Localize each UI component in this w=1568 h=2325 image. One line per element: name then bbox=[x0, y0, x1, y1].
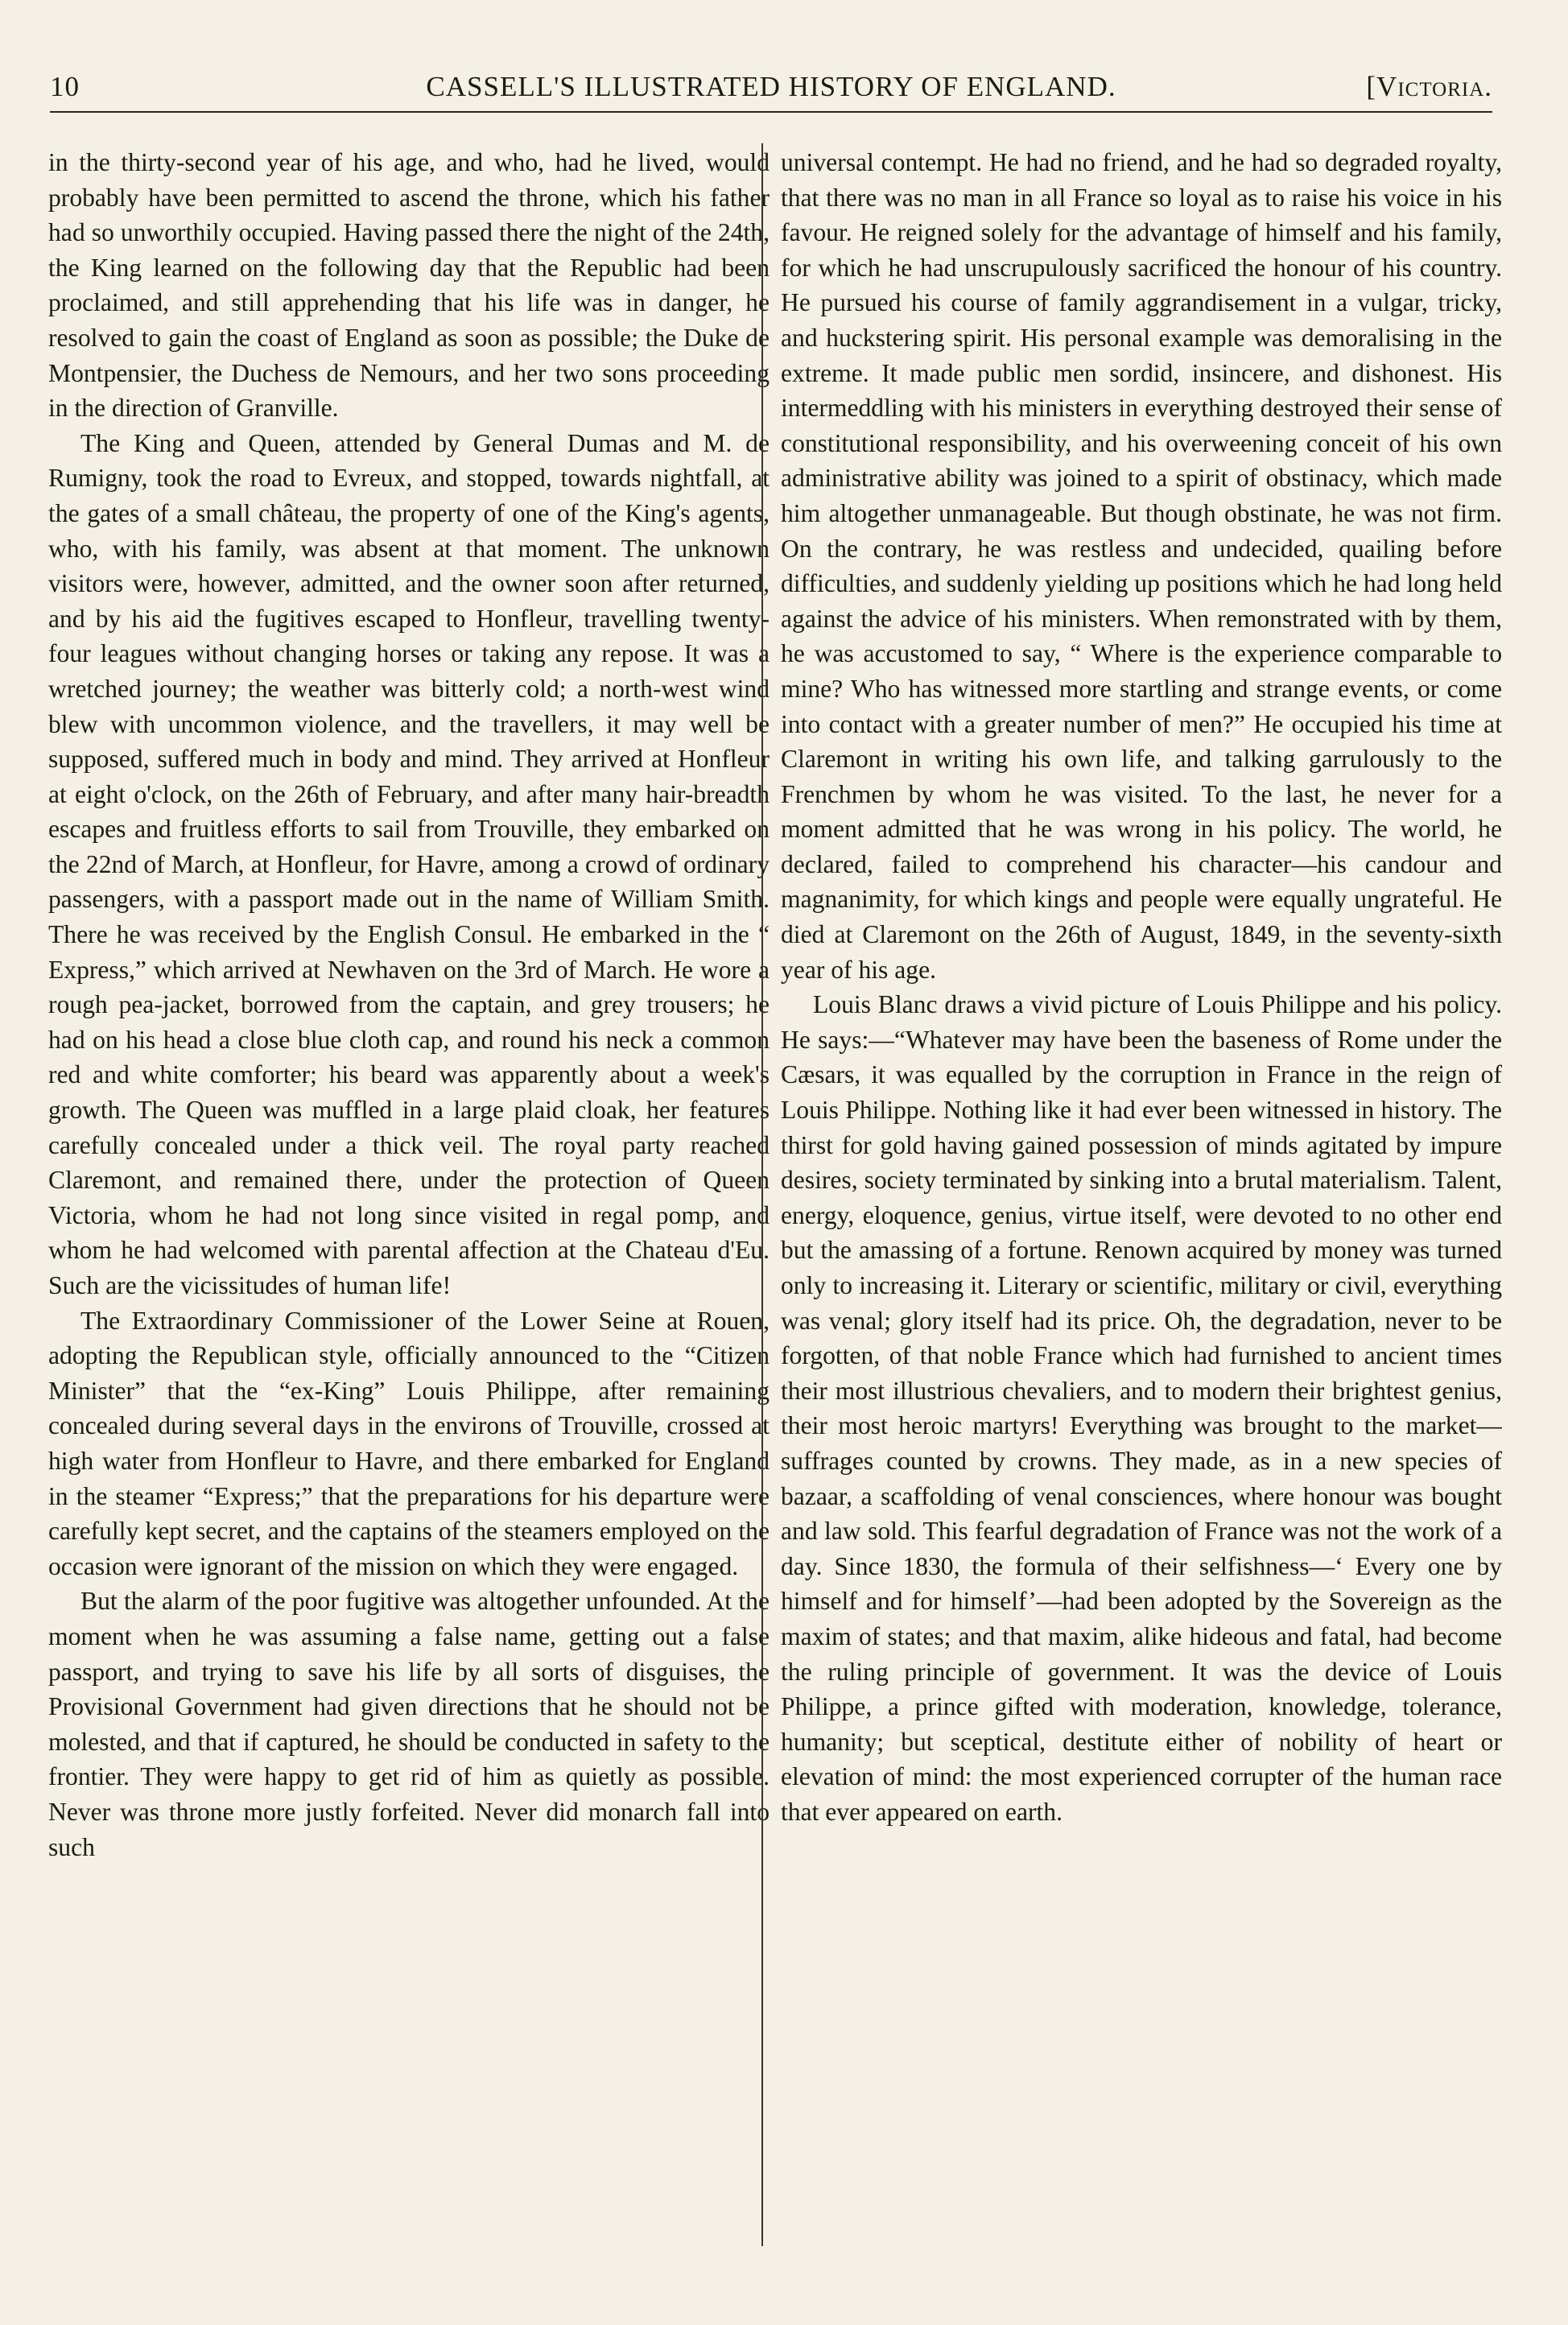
paragraph: The King and Queen, attended by General Dumas and M. de Rumigny, took the road to Evreux, and stopped, towards nightfall, at the gates of a small château, the property of one of the King's agents, who, with his family, was absent at that moment. The unknown visitors were, however, admitted, and the owner soon after returned, and by his aid the fugitives escaped to Honfleur, travelling twenty-four leagues without changing horses or taking any repose. It was a wretched journey; the weather was bitterly cold; a north-west wind blew with uncommon violence, and the travellers, it may well be supposed, suffered much in body and mind. They arrived at Honfleur at eight o'clock, on the 26th of February, and after many hair-breadth escapes and fruitless efforts to sail from Trouville, they embarked on the 22nd of March, at Honfleur, for Havre, among a crowd of ordinary passengers, with a passport made out in the name of William Smith. There he was received by the English Consul. He embarked in the “ Express,” which arrived at Newhaven on the 3rd of March. He wore a rough pea-jacket, borrowed from the captain, and grey trousers; he had on his head a close blue cloth cap, and round his neck a common red and white comforter; his beard was apparently about a week's growth. The Queen was muffled in a large plaid cloak, her features carefully concealed under a thick veil. The royal party reached Claremont, and remained there, under the protection of Queen Victoria, whom he had not long since visited in regal pomp, and whom he had welcomed with parental affection at the Chateau d'Eu. Such are the vicissitudes of human life! bbox=[48, 428, 770, 1299]
section-title: [Victoria. bbox=[1366, 71, 1492, 102]
paragraph: in the thirty-second year of his age, and who, had he lived, would probably have been permitted to ascend the throne, which his father had so unworthily occupied. Having passed there the night of the 24th, the King learned on the following day that the Republic had been proclaimed, and still apprehending that his life was in danger, he resolved to gain the coast of England as soon as possible; the Duke de Montpensier, the Duchess de Nemours, and her two sons proceeding in the direction of Granville. bbox=[48, 148, 770, 423]
header-rule bbox=[50, 111, 1492, 113]
text-column-right bbox=[781, 145, 1502, 2254]
book-title: CASSELL'S ILLUSTRATED HISTORY OF ENGLAND. bbox=[426, 71, 1116, 102]
column-divider bbox=[761, 143, 763, 2246]
text-column-left bbox=[48, 145, 770, 2254]
paragraph: Louis Blanc draws a vivid picture of Louis Philippe and his policy. He says:—“Whatever may have been the baseness of Rome under the Cæsars, it was equalled by the corruption in France in the reign of Louis Philippe. Nothing like it had ever been witnessed in history. The thirst for gold having gained possession of minds agitated by impure desires, society terminated by sinking into a brutal materialism. Talent, energy, eloquence, genius, virtue itself, were devoted to no other end but the amassing of a fortune. Renown acquired by money was turned only to increasing it. Literary or scientific, military or civil, everything was venal; glory itself had its price. Oh, the degradation, never to be forgotten, of that noble France which had furnished to ancient times their most illustrious chevaliers, and to modern their brightest genius, their most heroic martyrs! Everything was brought to the market—suffrages counted by crowns. They made, as in a new species of bazaar, a scaffolding of venal consciences, where honour was bought and law sold. This fearful degradation of France was not the work of a day. Since 1830, the formula of their selfishness—‘ Every one by himself and for himself’—had been adopted by the Sovereign as the maxim of states; and that maxim, alike hideous and fatal, had become the ruling principle of government. It was the device of Louis Philippe, a prince gifted with moderation, knowledge, tolerance, humanity; but sceptical, destitute either of nobility of heart or elevation of mind: the most experienced corrupter of the human race that ever appeared on earth. bbox=[781, 990, 1502, 1826]
paragraph: But the alarm of the poor fugitive was altogether unfounded. At the moment when he was assuming a false name, getting out a false passport, and trying to save his life by all sorts of disguises, the Provisional Government had given directions that he should not be molested, and that if captured, he should be conducted in safety to the frontier. They were happy to get rid of him as quietly as possible. Never was throne more justly forfeited. Never did monarch fall into such bbox=[48, 1587, 770, 1861]
running-header bbox=[50, 71, 1492, 109]
paragraph: universal contempt. He had no friend, and he had so degraded royalty, that there was no man in all France so loyal as to raise his voice in his favour. He reigned solely for the advantage of himself and his family, for which he had unscrupulously sacrificed the honour of his country. He pursued his course of family aggrandisement in a vulgar, tricky, and huckstering spirit. His personal example was demoralising in the extreme. It made public men sordid, insincere, and dishonest. His intermeddling with his ministers in everything destroyed their sense of constitutional responsibility, and his overweening conceit of his own administrative ability was joined to a spirit of obstinacy, which made him altogether unmanageable. But though obstinate, he was not firm. On the contrary, he was restless and undecided, quailing before difficulties, and suddenly yielding up positions which he had long held against the advice of his ministers. When remonstrated with by them, he was accustomed to say, “ Where is the experience comparable to mine? Who has witnessed more startling and strange events, or come into contact with a greater number of men?” He occupied his time at Claremont in writing his own life, and talking garrulously to the Frenchmen by whom he was visited. To the last, he never for a moment admitted that he was wrong in his policy. The world, he declared, failed to comprehend his character—his candour and magnanimity, for which kings and people were equally ungrateful. He died at Claremont on the 26th of August, 1849, in the seventy-sixth year of his age. bbox=[781, 148, 1502, 984]
paragraph: The Extraordinary Commissioner of the Lower Seine at Rouen, adopting the Republican style, officially announced to the “Citizen Minister” that the “ex-King” Louis Philippe, after remaining concealed during several days in the environs of Trouville, crossed at high water from Honfleur to Havre, and there embarked for England in the steamer “Express;” that the preparations for his departure were carefully kept secret, and the captains of the steamers employed on the occasion were ignorant of the mission on which they were engaged. bbox=[48, 1306, 770, 1580]
page-number: 10 bbox=[50, 71, 80, 102]
